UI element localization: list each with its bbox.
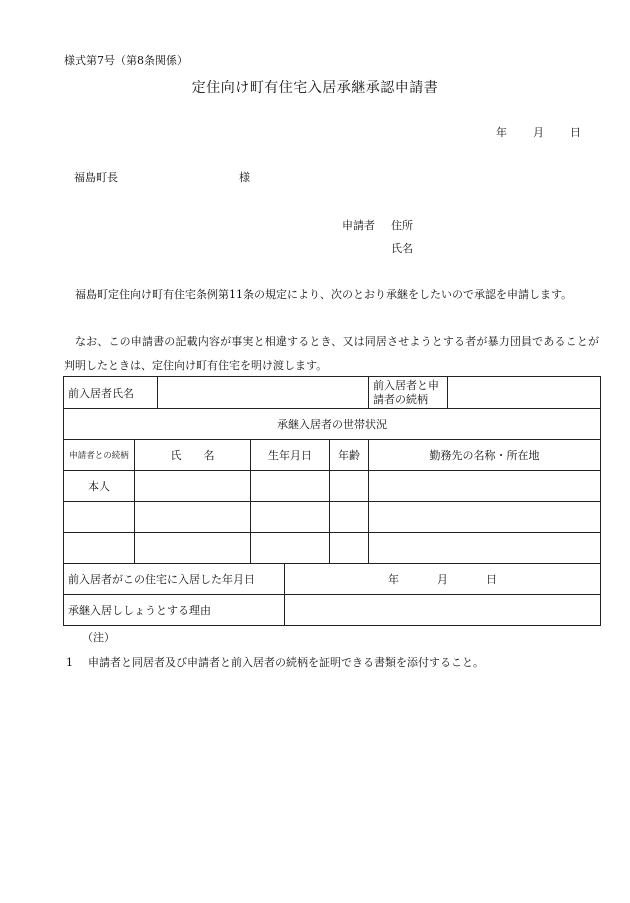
household-section-row	[64, 409, 601, 440]
application-date	[496, 124, 581, 140]
application-table	[63, 376, 601, 626]
reason-field[interactable]	[285, 595, 601, 626]
row-age-field[interactable]	[330, 502, 369, 533]
row-workplace-field[interactable]	[369, 471, 601, 502]
date-year: 年	[496, 126, 507, 139]
col-header-workplace: 勤務先の名称・所在地	[369, 440, 601, 471]
note-item	[66, 654, 484, 670]
row-name-field[interactable]	[135, 471, 251, 502]
table-row	[64, 533, 601, 564]
body-paragraph-1: 福島町定住向け町有住宅条例第11条の規定により、次のとおり承継をしたいので承認を申請します。	[75, 288, 573, 301]
form-number-label: 様式第7号（第8条関係）	[64, 54, 188, 67]
reason-row	[64, 595, 601, 626]
move-in-date-field[interactable]	[285, 564, 601, 595]
move-in-day: 日	[486, 573, 497, 586]
row-age-field[interactable]	[330, 471, 369, 502]
body-paragraph-2: なお、この申請書の記載内容が事実と相違するとき、又は同居させようとする者が暴力団員であることが判明したときは、定住向け町有住宅を明け渡します。	[64, 335, 599, 372]
applicant-name-label: 氏名	[391, 242, 413, 255]
applicant-label: 申請者	[342, 219, 375, 232]
row-age-field[interactable]	[330, 533, 369, 564]
move-in-date-label: 前入居者がこの住宅に入居した年月日	[64, 564, 285, 595]
household-section-title: 承継入居者の世帯状況	[64, 409, 601, 440]
row-relation-field[interactable]	[64, 533, 135, 564]
date-month: 月	[533, 126, 544, 139]
move-in-date-row	[64, 564, 601, 595]
note-item-text: 申請者と同居者及び申請者と前入居者の続柄を証明できる書類を添付すること。	[88, 656, 484, 669]
row-relation-field[interactable]	[64, 502, 135, 533]
col-header-age: 年齢	[330, 440, 369, 471]
date-day: 日	[570, 126, 581, 139]
row-workplace-field[interactable]	[369, 502, 601, 533]
applicant-address-label: 住所	[391, 219, 413, 232]
note-item-number: 1	[66, 656, 73, 669]
relation-to-prev-field[interactable]	[448, 377, 601, 409]
row-relation-self: 本人	[64, 471, 135, 502]
col-header-relation: 申請者との続柄	[64, 440, 135, 471]
row-birthdate-field[interactable]	[251, 471, 330, 502]
col-header-name: 氏 名	[135, 440, 251, 471]
reason-label: 承継入居ししょうとする理由	[64, 595, 285, 626]
prev-resident-name-label: 前入居者氏名	[64, 377, 158, 409]
prev-resident-row	[64, 377, 601, 409]
table-row	[64, 502, 601, 533]
document-title: 定住向け町有住宅入居承継承認申請書	[191, 80, 439, 96]
row-birthdate-field[interactable]	[251, 533, 330, 564]
move-in-year: 年	[388, 573, 399, 586]
table-row	[64, 471, 601, 502]
prev-resident-name-field[interactable]	[158, 377, 369, 409]
col-header-birthdate: 生年月日	[251, 440, 330, 471]
row-birthdate-field[interactable]	[251, 502, 330, 533]
recipient-honorific: 様	[239, 171, 250, 184]
move-in-month: 月	[437, 573, 448, 586]
row-workplace-field[interactable]	[369, 533, 601, 564]
household-header-row	[64, 440, 601, 471]
notes-label: （注）	[82, 631, 115, 644]
row-name-field[interactable]	[135, 533, 251, 564]
row-name-field[interactable]	[135, 502, 251, 533]
relation-to-prev-label: 前入居者と申請者の続柄	[369, 377, 448, 409]
recipient-name: 福島町長	[74, 171, 118, 184]
